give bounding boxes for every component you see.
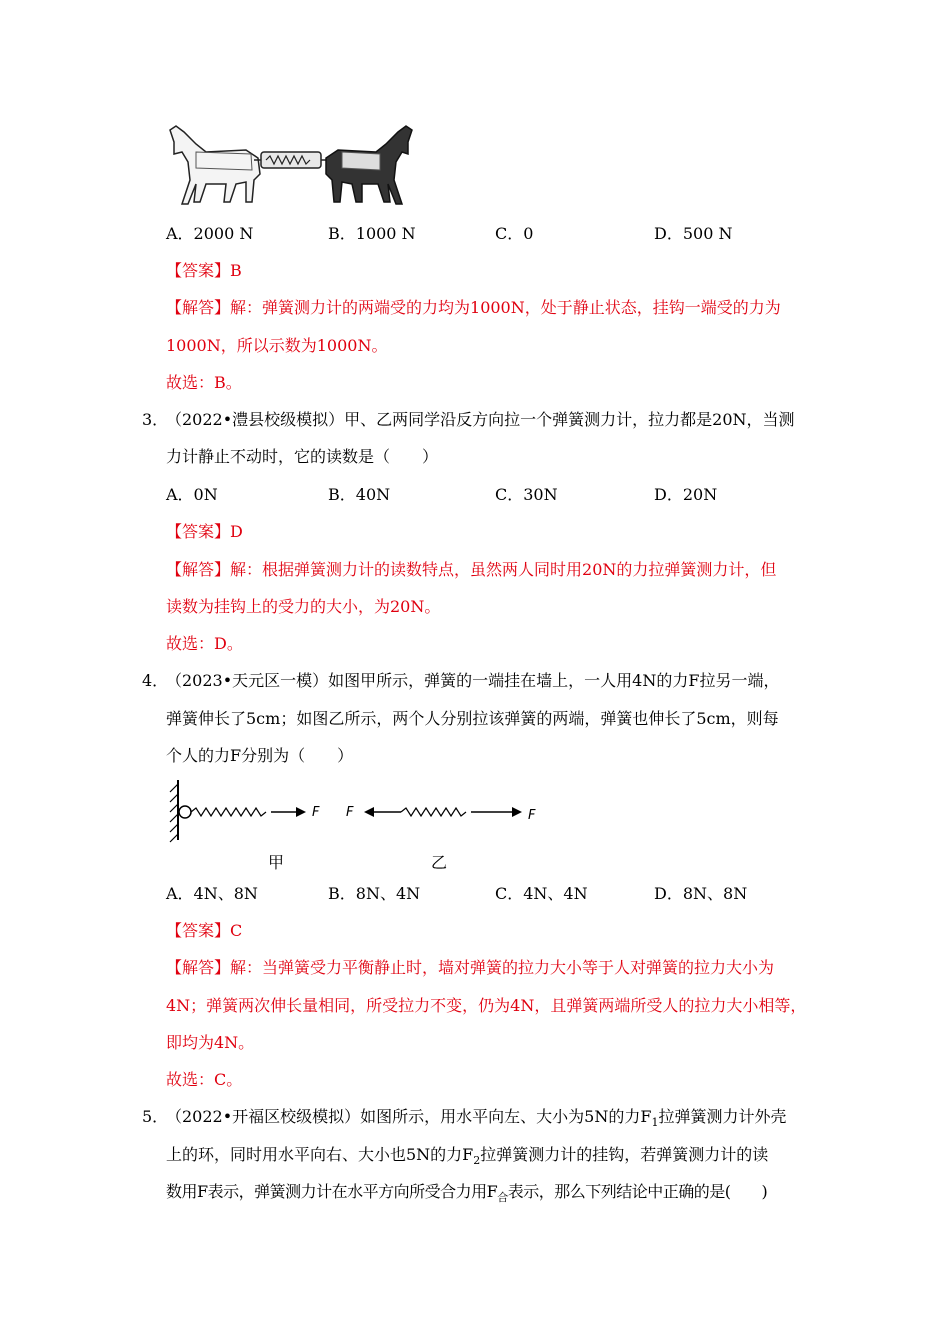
question-text: （2022•开福区校级模拟）如图所示，用水平向左、大小为5N的力$F_1$拉弹簧测力计外壳	[166, 1107, 787, 1130]
option-a: A．4N、8N	[166, 884, 258, 903]
analysis-line: 【解答】解：弹簧测力计的两端受的力均为1000N，处于静止状态，挂钩一端受的力为	[166, 298, 781, 317]
option-b: B．40N	[328, 485, 391, 504]
option-d: D．8N、8N	[654, 884, 748, 903]
analysis-line: 读数为挂钩上的受力的大小，为20N。	[166, 597, 441, 616]
question-number: 4．	[142, 671, 169, 690]
question-text: 个人的力F分别为（ ）	[166, 746, 354, 765]
analysis-line: 【解答】解：根据弹簧测力计的读数特点，虽然两人同时用20N的力拉弹簧测力计，但	[166, 560, 777, 579]
conclusion-line: 故选：B。	[166, 373, 242, 392]
analysis-line: 【解答】解：当弹簧受力平衡静止时，墙对弹簧的拉力大小等于人对弹簧的拉力大小为	[166, 958, 775, 977]
option-d: D．20N	[654, 485, 718, 504]
force-label: F	[528, 808, 536, 823]
horses-spring-figure	[166, 122, 416, 212]
spring-diagrams	[166, 776, 546, 876]
answer-line: 【答案】B	[166, 261, 242, 280]
question-text: 数用F表示，弹簧测力计在水平方向所受合力用$F_合$表示，那么下列结论中正确的是( )	[166, 1182, 768, 1205]
question-text: （2022•澧县校级模拟）甲、乙两同学沿反方向拉一个弹簧测力计，拉力都是20N，当测	[166, 410, 795, 429]
question-text: 力计静止不动时，它的读数是（ ）	[166, 447, 439, 466]
analysis-line: 4N；弹簧两次伸长量相同，所受拉力不变，仍为4N，且弹簧两端所受人的拉力大小相等，	[166, 996, 807, 1015]
option-b: B．8N、4N	[328, 884, 421, 903]
conclusion-line: 故选：D。	[166, 634, 243, 653]
option-c: C．4N、4N	[495, 884, 588, 903]
question-number: 3．	[142, 410, 169, 429]
question-text: （2023•天元区一模）如图甲所示，弹簧的一端挂在墙上，一人用4N的力F拉另一端，	[166, 671, 780, 690]
question-text: 弹簧伸长了5cm；如图乙所示，两个人分别拉该弹簧的两端，弹簧也伸长了5cm，则每	[166, 709, 779, 728]
force-label: F	[312, 805, 320, 820]
option-c: C．0	[495, 224, 534, 243]
option-a: A．0N	[166, 485, 218, 504]
conclusion-line: 故选：C。	[166, 1070, 243, 1089]
analysis-line: 1000N，所以示数为1000N。	[166, 336, 388, 355]
figure-label-jia: 甲	[268, 853, 285, 872]
question-text: 上的环，同时用水平向右、大小也5N的力$F_2$拉弹簧测力计的挂钩，若弹簧测力计的读	[166, 1145, 769, 1168]
analysis-line: 即均为4N。	[166, 1033, 255, 1052]
option-d: D．500 N	[654, 224, 733, 243]
figure-label-yi: 乙	[431, 853, 448, 872]
question-number: 5．	[142, 1107, 169, 1126]
force-label: F	[346, 805, 354, 820]
horses-illustration	[166, 122, 416, 212]
spring-figure	[166, 776, 546, 876]
answer-line: 【答案】C	[166, 921, 243, 940]
answer-line: 【答案】D	[166, 522, 243, 541]
option-a: A．2000 N	[166, 224, 254, 243]
option-c: C．30N	[495, 485, 558, 504]
option-b: B．1000 N	[328, 224, 416, 243]
